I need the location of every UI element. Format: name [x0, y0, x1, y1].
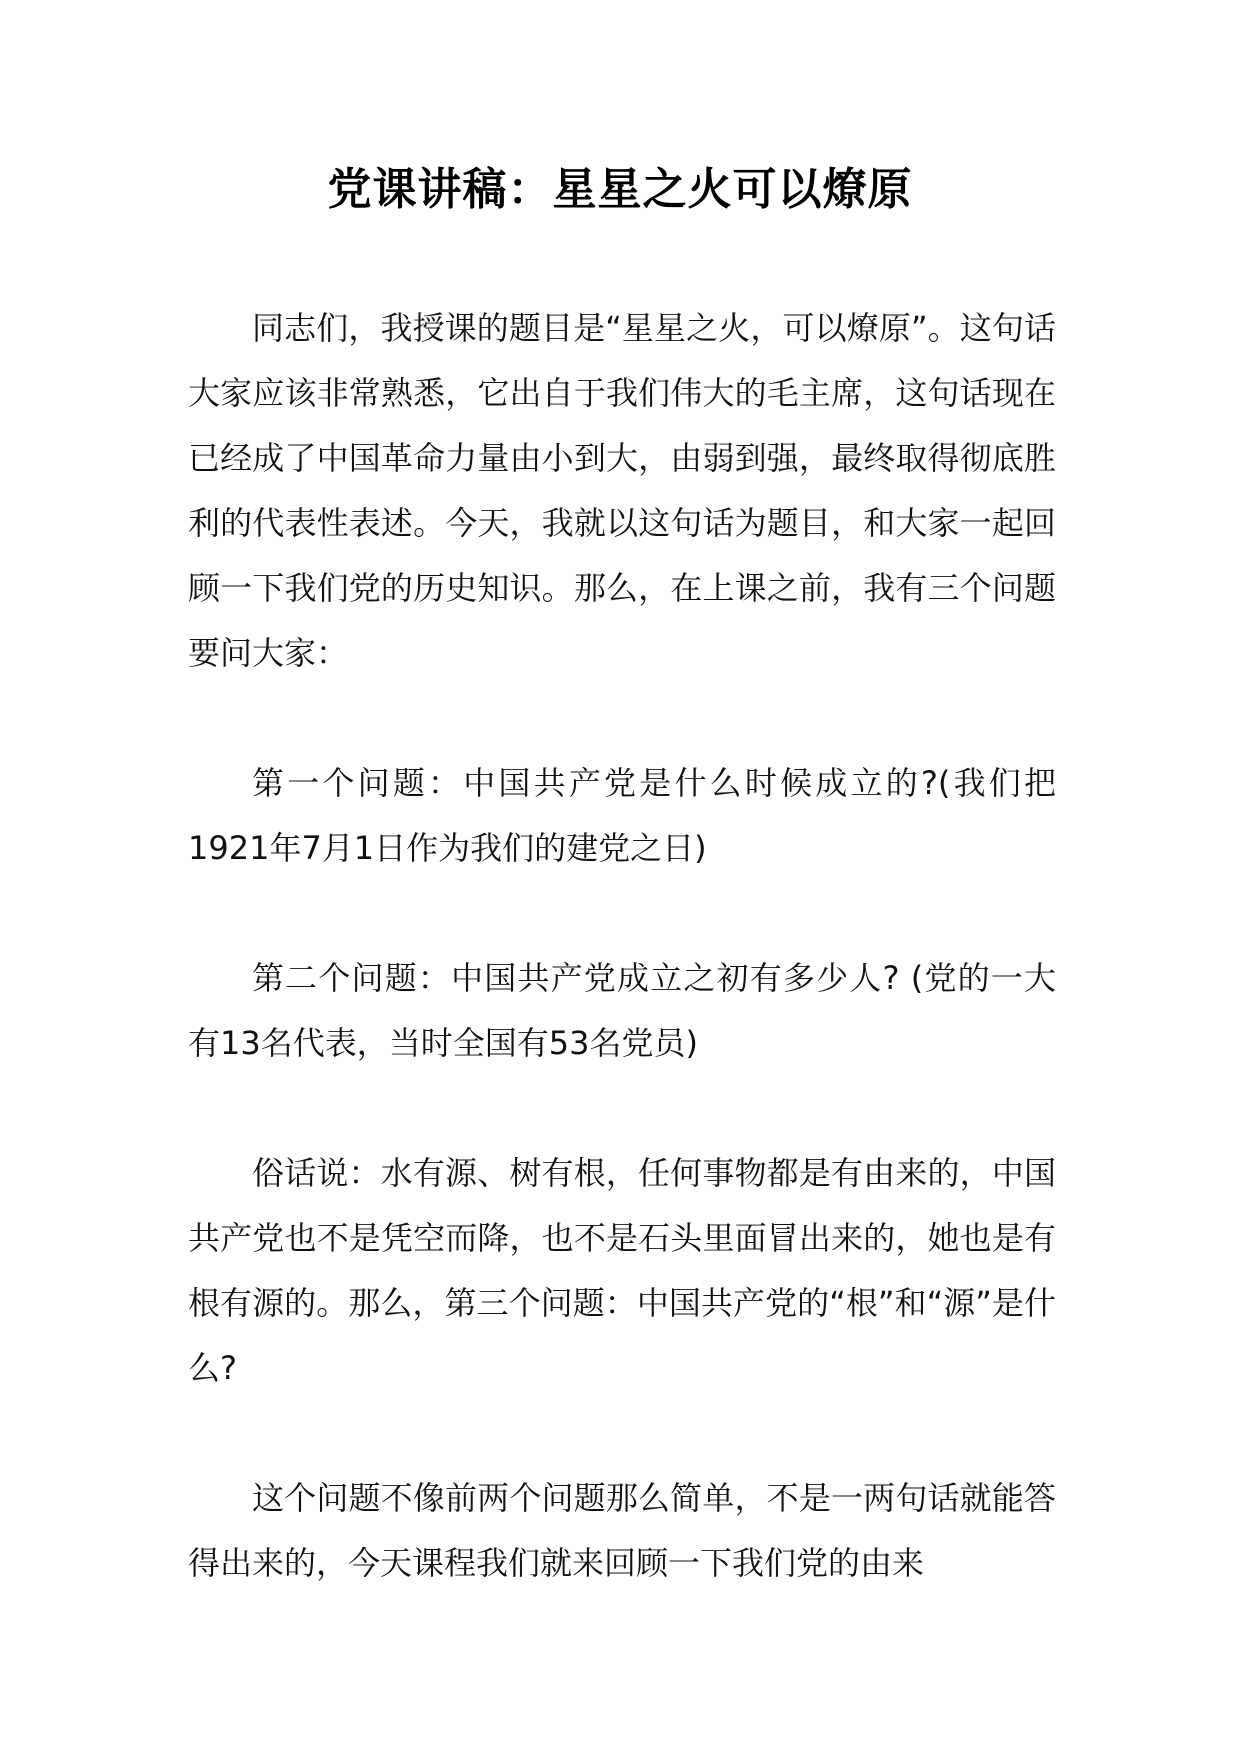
paragraph-question-three: 俗话说：水有源、树有根，任何事物都是有由来的，中国共产党也不是凭空而降，也不是石头里面冒出来的，她也是有根有源的。那么，第三个问题：中国共产党的“根”和“源”是什么? [188, 1154, 1056, 1387]
paragraph-intro: 同志们，我授课的题目是“星星之火，可以燎原”。这句话大家应该非常熟悉，它出自于我们伟大的毛主席，这句话现在已经成了中国革命力量由小到大，由弱到强，最终取得彻底胜利的代表性表述。今天，我就以这句话为题目，和大家一起回顾一下我们党的历史知识。那么，在上课之前，我有三个问题要问大家： [188, 309, 1056, 672]
paragraph-question-one: 第一个问题：中国共产党是什么时候成立的?(我们把1921年7月1日作为我们的建党之日) [188, 764, 1056, 867]
document-body [188, 296, 1056, 1661]
paragraph-closing: 这个问题不像前两个问题那么简单，不是一两句话就能答得出来的，今天课程我们就来回顾一下我们党的由来 [188, 1479, 1056, 1582]
document-title: 党课讲稿：星星之火可以燎原 [327, 164, 913, 215]
paragraph-question-two: 第二个问题：中国共产党成立之初有多少人? (党的一大有13名代表，当时全国有53名党员) [188, 959, 1056, 1062]
